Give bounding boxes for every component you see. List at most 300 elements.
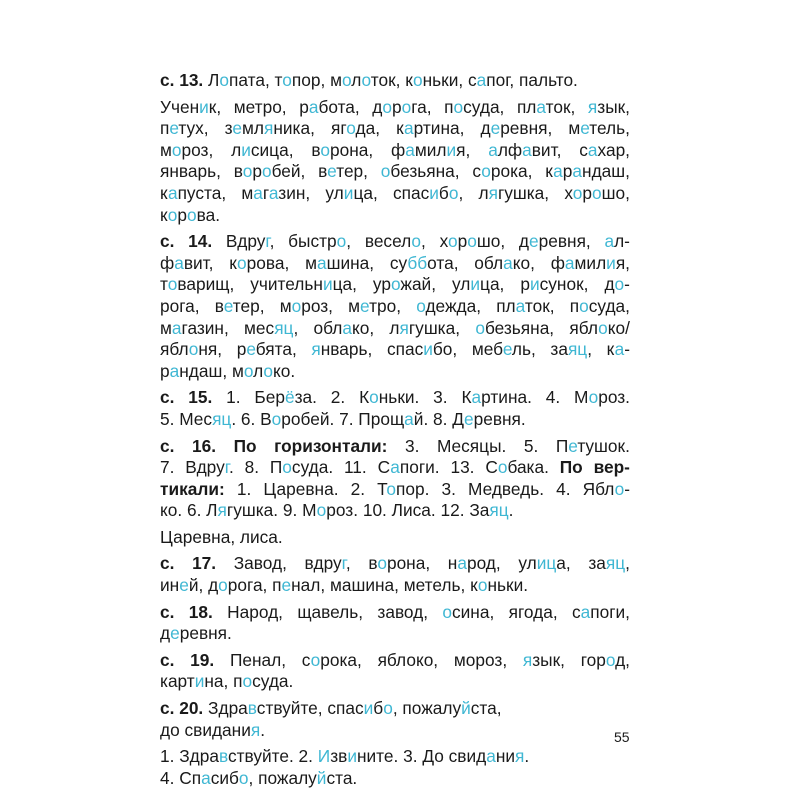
- highlighted-letter: о: [336, 231, 347, 252]
- word: 13.: [450, 457, 475, 478]
- word: платок,: [516, 96, 576, 117]
- word: мороз,: [160, 139, 214, 160]
- highlighted-letter: и: [241, 139, 251, 160]
- word: лягушка,: [389, 317, 461, 338]
- word: метро,: [233, 96, 287, 117]
- highlighted-letter: о: [237, 252, 247, 273]
- highlighted-letter: о: [242, 161, 253, 182]
- highlighted-letter: о: [390, 274, 401, 295]
- highlighted-letter: а: [253, 182, 263, 203]
- highlighted-letter: о: [219, 70, 230, 90]
- word: алфавит,: [488, 139, 562, 160]
- answer-text-block: [160, 70, 630, 789]
- highlighted-letter: а: [201, 767, 211, 788]
- exercise-label: 16.: [191, 435, 217, 456]
- highlighted-letter: а: [471, 387, 482, 408]
- word: [190, 650, 214, 672]
- word: 8.: [244, 457, 260, 478]
- word: Царевна.: [263, 478, 339, 499]
- word: деревня,: [518, 231, 591, 252]
- highlighted-letter: о: [167, 274, 178, 295]
- text-line: 4. Спасибо, пожалуйста.: [160, 767, 358, 788]
- text-line: ко. 6. Лягушка. 9. Мороз. 10. Лиса. 12. Заяц.: [160, 500, 514, 521]
- word: фавит,: [160, 252, 214, 273]
- word: урожай,: [372, 274, 437, 295]
- word: [160, 231, 174, 253]
- text-line: [160, 97, 630, 119]
- answer-paragraph: [160, 436, 630, 522]
- highlighted-letter: е: [281, 575, 292, 596]
- highlighted-letter: И: [317, 746, 331, 767]
- word: яблоко/: [569, 317, 630, 338]
- word: облако,: [313, 317, 375, 338]
- word: заяц,: [588, 553, 630, 574]
- word: январь,: [311, 339, 373, 360]
- word: обезьяна,: [380, 161, 460, 182]
- exercise-label: с.: [160, 435, 175, 456]
- highlighted-letter: в: [247, 698, 257, 719]
- word: осина,: [442, 601, 495, 622]
- text-line: [160, 602, 630, 624]
- highlighted-letter: о: [380, 161, 391, 182]
- exercise-label: 14.: [188, 231, 213, 252]
- word: город,: [580, 649, 630, 670]
- word: 4.: [545, 387, 561, 408]
- word: деревня,: [480, 118, 553, 139]
- highlighted-letter: яц: [212, 408, 232, 429]
- word: рисунок,: [520, 274, 589, 295]
- highlighted-letter: е: [360, 295, 370, 316]
- highlighted-letter: а: [457, 553, 467, 574]
- highlighted-letter: о: [411, 231, 422, 252]
- word: Вдруг.: [185, 457, 234, 478]
- word: щавель,: [297, 601, 364, 622]
- word: машина,: [305, 252, 375, 273]
- word: картина,: [396, 118, 465, 139]
- exercise-label: с. 20.: [160, 698, 204, 719]
- highlighted-letter: и: [343, 182, 354, 203]
- highlighted-letter: и: [347, 746, 357, 767]
- word: народ,: [447, 553, 501, 574]
- highlighted-letter: и: [606, 252, 616, 273]
- highlighted-letter: о: [448, 231, 458, 252]
- word: месяц,: [244, 317, 299, 338]
- highlighted-letter: ё: [284, 387, 295, 408]
- word: улица,: [325, 182, 378, 203]
- highlighted-letter: а: [486, 746, 496, 767]
- text-line: деревня.: [160, 623, 232, 644]
- exercise-label: с.: [160, 601, 175, 622]
- highlighted-letter: а: [580, 601, 591, 622]
- highlighted-letter: г: [341, 553, 346, 574]
- highlighted-letter: о: [614, 274, 625, 295]
- highlighted-letter: а: [405, 139, 415, 160]
- highlighted-letter: а: [316, 252, 327, 273]
- word: метро,: [348, 295, 402, 316]
- text-line: [160, 253, 630, 275]
- text-line: [160, 650, 630, 672]
- highlighted-letter: е: [327, 161, 337, 182]
- word: Ученик,: [160, 96, 222, 117]
- word: земляника,: [224, 118, 315, 139]
- word: улица,: [518, 553, 571, 574]
- highlighted-letter: я: [399, 317, 409, 338]
- highlighted-letter: е: [223, 295, 233, 316]
- highlighted-letter: о: [238, 767, 249, 788]
- highlighted-letter: яц: [489, 500, 509, 521]
- word: 7.: [160, 457, 175, 478]
- word: рога,: [160, 295, 200, 316]
- text-line: картина, посуда.: [160, 671, 294, 692]
- word: язык,: [587, 96, 630, 117]
- word: [160, 602, 174, 624]
- highlighted-letter: я: [488, 182, 498, 203]
- highlighted-letter: бб: [407, 252, 428, 273]
- highlighted-letter: о: [291, 295, 302, 316]
- highlighted-letter: я: [522, 649, 533, 670]
- word: [189, 602, 213, 624]
- word: фамилия,: [550, 252, 630, 273]
- word: январь,: [160, 161, 221, 182]
- exercise-label: с.: [160, 387, 175, 408]
- text-line: [160, 479, 630, 501]
- word: [274, 436, 387, 458]
- highlighted-letter: а: [488, 139, 498, 160]
- highlighted-letter: е: [490, 118, 501, 139]
- answer-paragraph: [160, 602, 630, 645]
- exercise-label: с.: [160, 649, 175, 670]
- highlighted-letter: г: [265, 231, 270, 252]
- highlighted-letter: о: [579, 295, 589, 316]
- word: язык,: [522, 649, 565, 670]
- word: спасибо,: [386, 339, 458, 360]
- highlighted-letter: а: [268, 182, 279, 203]
- highlighted-letter: я: [217, 500, 227, 521]
- highlighted-letter: о: [383, 698, 393, 719]
- exercise-label: с. 13.: [160, 70, 204, 90]
- word: сорока,: [301, 649, 362, 670]
- highlighted-letter: а: [404, 118, 414, 139]
- word: облако,: [474, 252, 535, 273]
- answer-paragraph: [160, 70, 630, 92]
- word: [560, 457, 583, 479]
- highlighted-letter: а: [553, 161, 563, 182]
- word: Берёза.: [254, 387, 317, 408]
- word: дорога,: [372, 96, 432, 117]
- word: 5.: [523, 435, 539, 456]
- word: весело,: [364, 231, 426, 252]
- word: хорошо,: [439, 231, 506, 252]
- exercise-label: 17.: [192, 553, 217, 574]
- highlighted-letter: й: [461, 698, 471, 719]
- word: яблоко,: [377, 649, 439, 670]
- exercise-label: 15.: [188, 387, 213, 408]
- highlighted-letter: яц: [567, 339, 588, 360]
- word: метель,: [568, 118, 630, 139]
- word: учительница,: [250, 274, 357, 295]
- text-line: с. 20. Здравствуйте, спасибо, пожалуйста,: [160, 698, 502, 719]
- text-line: иней, дорога, пенал, машина, метель, коньки.: [160, 575, 529, 596]
- word: 3.: [441, 478, 456, 499]
- word: Картина.: [461, 387, 532, 408]
- highlighted-letter: и: [429, 182, 439, 203]
- text-line: [160, 457, 630, 479]
- word: петух,: [160, 118, 209, 139]
- highlighted-letter: о: [316, 500, 327, 521]
- page-number: 55: [614, 729, 630, 745]
- word: вдруг,: [304, 553, 351, 574]
- highlighted-letter: о: [467, 231, 477, 252]
- highlighted-letter: о: [167, 204, 178, 225]
- highlighted-letter: о: [242, 671, 253, 692]
- highlighted-letter: а: [390, 457, 400, 478]
- word: платок,: [496, 295, 555, 316]
- answer-paragraph: [160, 698, 630, 741]
- highlighted-letter: о: [282, 457, 292, 478]
- word: сапоги,: [571, 601, 630, 622]
- word: 1.: [236, 478, 252, 499]
- word: мороз,: [453, 649, 508, 670]
- word: ветер,: [214, 295, 265, 316]
- word: корова,: [229, 252, 290, 273]
- highlighted-letter: и: [194, 671, 205, 692]
- highlighted-letter: в: [218, 746, 228, 767]
- text-line: рандаш, молоко.: [160, 360, 296, 381]
- highlighted-letter: о: [572, 182, 583, 203]
- highlighted-letter: е: [170, 623, 180, 644]
- highlighted-letter: о: [598, 317, 608, 338]
- word: Сапоги.: [377, 457, 440, 478]
- word: Завод,: [233, 553, 287, 574]
- word: [160, 479, 225, 501]
- word: магазин,: [241, 182, 311, 203]
- word: [192, 436, 216, 458]
- word: 3.: [404, 435, 420, 456]
- word: ребята,: [236, 339, 297, 360]
- highlighted-letter: я: [587, 96, 598, 117]
- highlighted-letter: а: [572, 161, 583, 182]
- text-line: [160, 161, 630, 183]
- word: ворона,: [368, 553, 431, 574]
- word: [188, 387, 212, 409]
- word: Топор.: [377, 478, 430, 499]
- highlighted-letter: а: [171, 317, 182, 338]
- highlighted-letter: я: [250, 719, 261, 740]
- word: Ябло-: [582, 478, 630, 499]
- word: суббота,: [389, 252, 459, 273]
- highlighted-letter: о: [605, 649, 616, 670]
- word: [192, 553, 216, 575]
- highlighted-letter: о: [261, 161, 272, 182]
- answer-paragraph: [160, 746, 630, 789]
- exercise-label: 19.: [190, 649, 215, 670]
- highlighted-letter: е: [568, 435, 578, 456]
- word: [594, 457, 630, 479]
- word: ветер,: [318, 161, 368, 182]
- highlighted-letter: о: [481, 161, 491, 182]
- highlighted-letter: и: [423, 339, 433, 360]
- word: работа,: [299, 96, 360, 117]
- highlighted-letter: и: [529, 274, 540, 295]
- highlighted-letter: о: [453, 96, 464, 117]
- highlighted-letter: о: [588, 387, 599, 408]
- exercise-label: с.: [160, 231, 175, 252]
- text-line: [160, 183, 630, 205]
- highlighted-letter: е: [502, 339, 512, 360]
- word: заяц,: [550, 339, 593, 360]
- exercise-label: тикали:: [160, 478, 225, 499]
- exercise-label: горизонтали:: [274, 435, 388, 456]
- highlighted-letter: е: [179, 575, 189, 596]
- highlighted-letter: о: [218, 575, 228, 596]
- highlighted-letter: а: [174, 252, 184, 273]
- word: 4.: [556, 478, 571, 499]
- word: посуда,: [569, 295, 630, 316]
- highlighted-letter: и: [446, 139, 457, 160]
- highlighted-letter: а: [404, 408, 414, 429]
- text-line: до свидания.: [160, 719, 266, 740]
- highlighted-letter: о: [188, 339, 199, 360]
- highlighted-letter: о: [442, 601, 453, 622]
- highlighted-letter: о: [369, 387, 379, 408]
- exercise-label: вер-: [593, 457, 630, 478]
- word: хорошо,: [564, 182, 630, 203]
- word: [188, 231, 212, 253]
- highlighted-letter: иц: [536, 553, 557, 574]
- highlighted-letter: а: [476, 70, 487, 90]
- highlighted-letter: о: [346, 118, 356, 139]
- highlighted-letter: я: [515, 746, 525, 767]
- highlighted-letter: о: [243, 360, 254, 381]
- exercise-label: По: [233, 435, 257, 456]
- highlighted-letter: о: [187, 204, 197, 225]
- word: мебель,: [471, 339, 536, 360]
- text-line: [160, 339, 630, 361]
- highlighted-letter: е: [169, 118, 179, 139]
- highlighted-letter: о: [497, 457, 508, 478]
- highlighted-letter: о: [282, 70, 292, 90]
- word: спасибо,: [392, 182, 464, 203]
- highlighted-letter: а: [169, 360, 180, 381]
- word: [234, 436, 257, 458]
- word: [160, 436, 174, 458]
- highlighted-letter: о: [401, 96, 412, 117]
- word: 11.: [343, 457, 367, 478]
- highlighted-letter: а: [167, 182, 178, 203]
- word: лисица,: [231, 139, 294, 160]
- word: Народ,: [227, 601, 283, 622]
- word: карандаш,: [545, 161, 630, 182]
- highlighted-letter: а: [503, 252, 513, 273]
- text-line: [160, 140, 630, 162]
- highlighted-letter: е: [246, 339, 256, 360]
- text-line: 1. Здравствуйте. 2. Извините. 3. До свидания.: [160, 746, 530, 767]
- highlighted-letter: о: [263, 360, 273, 381]
- text-line: [160, 118, 630, 140]
- highlighted-letter: яц: [605, 553, 626, 574]
- answer-paragraph: [160, 650, 630, 693]
- highlighted-letter: а: [614, 339, 625, 360]
- text-line: [160, 231, 630, 253]
- highlighted-letter: а: [308, 96, 319, 117]
- word: ягода,: [330, 118, 380, 139]
- text-line: корова.: [160, 204, 221, 225]
- highlighted-letter: и: [470, 274, 481, 295]
- answer-paragraph: [160, 553, 630, 596]
- text-line: [160, 387, 630, 409]
- word: до-: [604, 274, 630, 295]
- word: завод,: [377, 601, 429, 622]
- highlighted-letter: й: [316, 767, 327, 788]
- highlighted-letter: а: [587, 139, 598, 160]
- word: ворона,: [311, 139, 374, 160]
- word: 2.: [330, 387, 346, 408]
- highlighted-letter: о: [475, 317, 485, 338]
- word: Петушок.: [555, 435, 630, 456]
- word: обезьяна,: [475, 317, 555, 338]
- text-line: [160, 436, 630, 458]
- word: ал-: [604, 231, 630, 252]
- word: 2.: [350, 478, 366, 499]
- highlighted-letter: о: [171, 139, 182, 160]
- text-line: 5. Месяц. 6. Воробей. 7. Прощай. 8. Деревня.: [160, 408, 526, 429]
- highlighted-letter: о: [320, 139, 330, 160]
- word: Месяцы.: [436, 435, 507, 456]
- highlighted-letter: о: [412, 70, 423, 90]
- highlighted-letter: е: [529, 231, 539, 252]
- highlighted-letter: и: [199, 96, 209, 117]
- highlighted-letter: а: [536, 96, 546, 117]
- word: сахар,: [579, 139, 630, 160]
- text-line: [160, 296, 630, 318]
- highlighted-letter: и: [363, 698, 374, 719]
- word: сорока,: [472, 161, 533, 182]
- highlighted-letter: а: [564, 252, 575, 273]
- answer-paragraph: [160, 231, 630, 382]
- word: Пенал,: [229, 649, 287, 670]
- answer-paragraph: [160, 527, 630, 549]
- text-line: с. 13. Лопата, топор, молоток, коньки, сапог, пальто.: [160, 70, 578, 90]
- word: посуда,: [444, 96, 505, 117]
- highlighted-letter: о: [448, 182, 459, 203]
- highlighted-letter: о: [477, 575, 488, 596]
- word: одежда,: [416, 295, 482, 316]
- highlighted-letter: о: [377, 553, 387, 574]
- exercise-label: 18.: [188, 601, 213, 622]
- word: яблоня,: [160, 339, 223, 360]
- word: капуста,: [160, 182, 227, 203]
- exercise-label: По: [559, 457, 583, 478]
- highlighted-letter: о: [614, 478, 625, 499]
- highlighted-letter: я: [264, 118, 274, 139]
- word: 3.: [433, 387, 448, 408]
- highlighted-letter: я: [311, 339, 321, 360]
- highlighted-letter: о: [341, 70, 352, 90]
- word: [160, 553, 174, 575]
- highlighted-letter: о: [271, 408, 282, 429]
- highlighted-letter: е: [463, 408, 474, 429]
- highlighted-letter: е: [580, 118, 590, 139]
- text-line: [160, 553, 630, 575]
- word: магазин,: [160, 317, 229, 338]
- highlighted-letter: а: [522, 139, 532, 160]
- word: ягода,: [508, 601, 558, 622]
- word: Собака.: [485, 457, 549, 478]
- answer-paragraph: [160, 97, 630, 227]
- word: 1.: [226, 387, 241, 408]
- word: [160, 650, 174, 672]
- word: Посуда.: [269, 457, 334, 478]
